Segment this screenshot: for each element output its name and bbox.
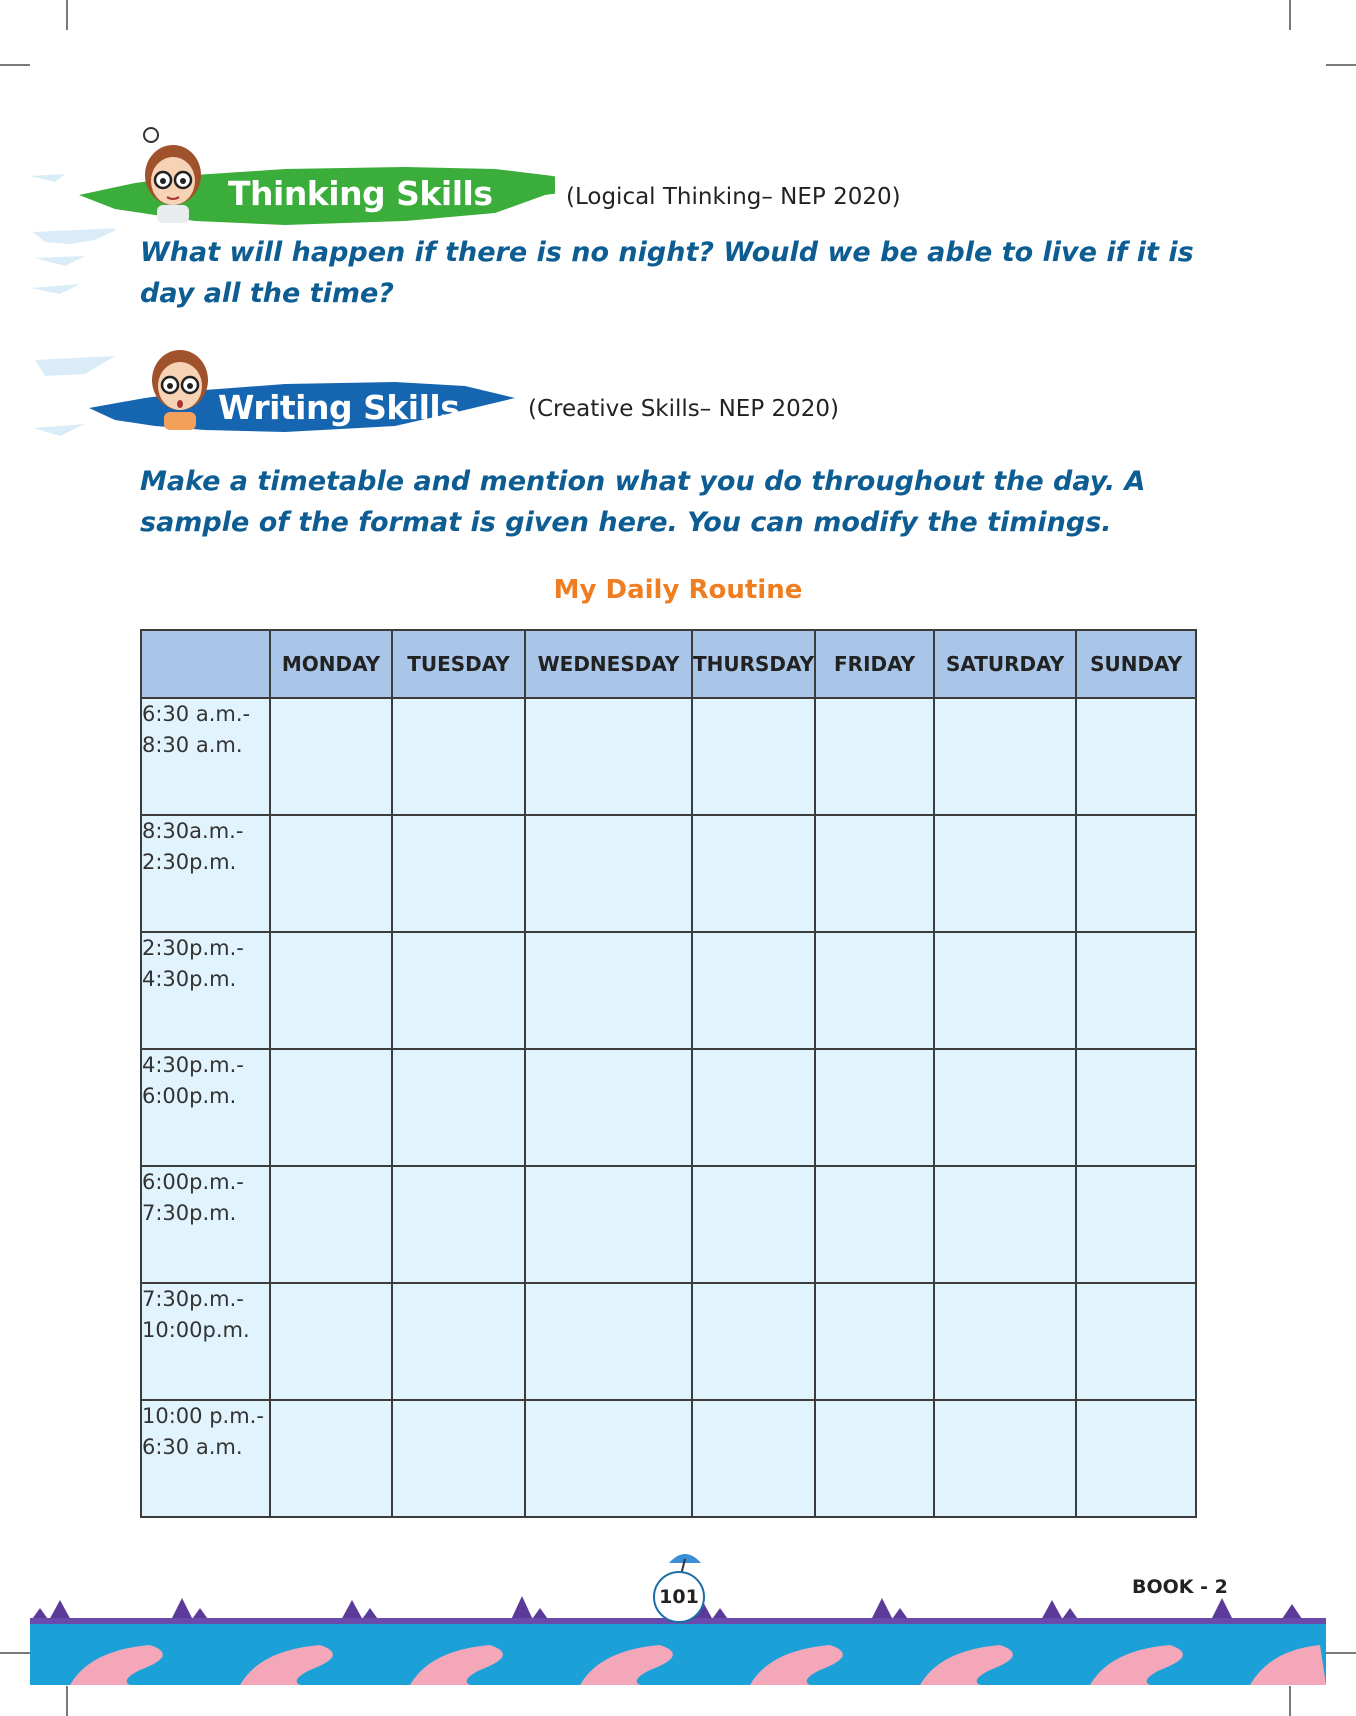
blank-entry-cell[interactable] [692, 1400, 815, 1517]
day-header: WEDNESDAY [525, 630, 692, 698]
time-slot-line: 2:30p.m. [142, 850, 237, 874]
blank-entry-cell[interactable] [392, 932, 525, 1049]
blank-entry-cell[interactable] [1076, 698, 1196, 815]
blank-entry-cell[interactable] [525, 932, 692, 1049]
writing-skills-title: Writing Skills [218, 388, 460, 427]
time-slot-line: 7:30p.m.- [142, 1287, 244, 1311]
table-header-row [141, 630, 1196, 698]
time-slot-cell [141, 815, 270, 932]
time-slot-cell [141, 698, 270, 815]
blank-entry-cell[interactable] [525, 1400, 692, 1517]
blank-entry-cell[interactable] [815, 1400, 934, 1517]
header-corner-cell [141, 630, 270, 698]
time-slot-line: 6:00p.m.- [142, 1170, 244, 1194]
blank-entry-cell[interactable] [692, 698, 815, 815]
blank-entry-cell[interactable] [934, 1400, 1076, 1517]
writing-skills-banner [85, 340, 525, 450]
table-row [141, 1283, 1196, 1400]
time-slot-line: 6:00p.m. [142, 1084, 237, 1108]
blank-entry-cell[interactable] [525, 1049, 692, 1166]
blank-entry-cell[interactable] [815, 698, 934, 815]
day-header: SATURDAY [934, 630, 1076, 698]
blank-entry-cell[interactable] [934, 1283, 1076, 1400]
blank-entry-cell[interactable] [692, 932, 815, 1049]
umbrella-icon [665, 1545, 705, 1575]
day-header: FRIDAY [815, 630, 934, 698]
blank-entry-cell[interactable] [934, 932, 1076, 1049]
blank-entry-cell[interactable] [525, 815, 692, 932]
crop-mark [1289, 0, 1291, 30]
time-slot-line: 2:30p.m.- [142, 936, 244, 960]
day-header: SUNDAY [1076, 630, 1196, 698]
blank-entry-cell[interactable] [392, 1166, 525, 1283]
time-slot-cell [141, 1049, 270, 1166]
thinking-skills-banner [75, 125, 555, 235]
blank-entry-cell[interactable] [1076, 1283, 1196, 1400]
blank-entry-cell[interactable] [692, 815, 815, 932]
day-header: MONDAY [270, 630, 392, 698]
blank-entry-cell[interactable] [392, 1049, 525, 1166]
blank-entry-cell[interactable] [815, 1283, 934, 1400]
book-label: BOOK - 2 [1132, 1576, 1228, 1598]
blank-entry-cell[interactable] [934, 1166, 1076, 1283]
table-row [141, 698, 1196, 815]
crop-mark [1326, 64, 1356, 66]
thinking-question: What will happen if there is no night? Would we be able to live if it is day all the time? [140, 237, 1194, 309]
blank-entry-cell[interactable] [525, 698, 692, 815]
blank-entry-cell[interactable] [815, 1049, 934, 1166]
time-slot-cell [141, 1400, 270, 1517]
blank-entry-cell[interactable] [815, 815, 934, 932]
blank-entry-cell[interactable] [270, 698, 392, 815]
blank-entry-cell[interactable] [1076, 1166, 1196, 1283]
time-slot-cell [141, 1166, 270, 1283]
blank-entry-cell[interactable] [270, 1049, 392, 1166]
time-slot-line: 6:30 a.m.- [142, 702, 251, 726]
table-row [141, 1400, 1196, 1517]
time-slot-cell [141, 932, 270, 1049]
time-slot-line: 10:00 p.m.- [142, 1404, 264, 1428]
time-slot-line: 4:30p.m. [142, 967, 237, 991]
blank-entry-cell[interactable] [692, 1049, 815, 1166]
table-row [141, 815, 1196, 932]
blank-entry-cell[interactable] [270, 932, 392, 1049]
blank-entry-cell[interactable] [692, 1283, 815, 1400]
day-header: THURSDAY [692, 630, 815, 698]
crop-mark [0, 64, 30, 66]
thinking-skills-title: Thinking Skills [228, 174, 493, 213]
time-slot-line: 7:30p.m. [142, 1201, 237, 1225]
blank-entry-cell[interactable] [392, 815, 525, 932]
blank-entry-cell[interactable] [392, 1283, 525, 1400]
blank-entry-cell[interactable] [934, 815, 1076, 932]
blank-entry-cell[interactable] [934, 698, 1076, 815]
crop-mark [0, 1652, 30, 1654]
boy-mascot-icon [140, 340, 220, 440]
blank-entry-cell[interactable] [525, 1283, 692, 1400]
writing-question: Make a timetable and mention what you do throughout the day. A sample of the format is given here. You can modify the timings. [140, 466, 1146, 538]
day-header: TUESDAY [392, 630, 525, 698]
daily-routine-table [140, 629, 1197, 1518]
time-slot-cell [141, 1283, 270, 1400]
blank-entry-cell[interactable] [270, 1283, 392, 1400]
blank-entry-cell[interactable] [815, 1166, 934, 1283]
blank-entry-cell[interactable] [692, 1166, 815, 1283]
blank-entry-cell[interactable] [1076, 1049, 1196, 1166]
blank-entry-cell[interactable] [392, 1400, 525, 1517]
boy-mascot-icon [133, 125, 213, 225]
crop-mark [66, 1686, 68, 1716]
time-slot-line: 8:30 a.m. [142, 733, 243, 757]
blank-entry-cell[interactable] [270, 1400, 392, 1517]
blank-entry-cell[interactable] [270, 1166, 392, 1283]
table-row [141, 1049, 1196, 1166]
crop-mark [66, 0, 68, 30]
blank-entry-cell[interactable] [270, 815, 392, 932]
time-slot-line: 8:30a.m.- [142, 819, 244, 843]
blank-entry-cell[interactable] [1076, 1400, 1196, 1517]
blank-entry-cell[interactable] [525, 1166, 692, 1283]
time-slot-line: 10:00p.m. [142, 1318, 250, 1342]
table-title: My Daily Routine [553, 575, 803, 605]
crop-mark [1289, 1686, 1291, 1716]
blank-entry-cell[interactable] [934, 1049, 1076, 1166]
time-slot-line: 6:30 a.m. [142, 1435, 243, 1459]
blank-entry-cell[interactable] [1076, 932, 1196, 1049]
writing-skills-note: (Creative Skills– NEP 2020) [528, 396, 840, 422]
blank-entry-cell[interactable] [392, 698, 525, 815]
page-number: 101 [653, 1571, 705, 1623]
table-row [141, 1166, 1196, 1283]
blank-entry-cell[interactable] [1076, 815, 1196, 932]
blank-entry-cell[interactable] [815, 932, 934, 1049]
table-row [141, 932, 1196, 1049]
thinking-skills-note: (Logical Thinking– NEP 2020) [566, 184, 901, 210]
time-slot-line: 4:30p.m.- [142, 1053, 244, 1077]
crop-mark [1326, 1652, 1356, 1654]
